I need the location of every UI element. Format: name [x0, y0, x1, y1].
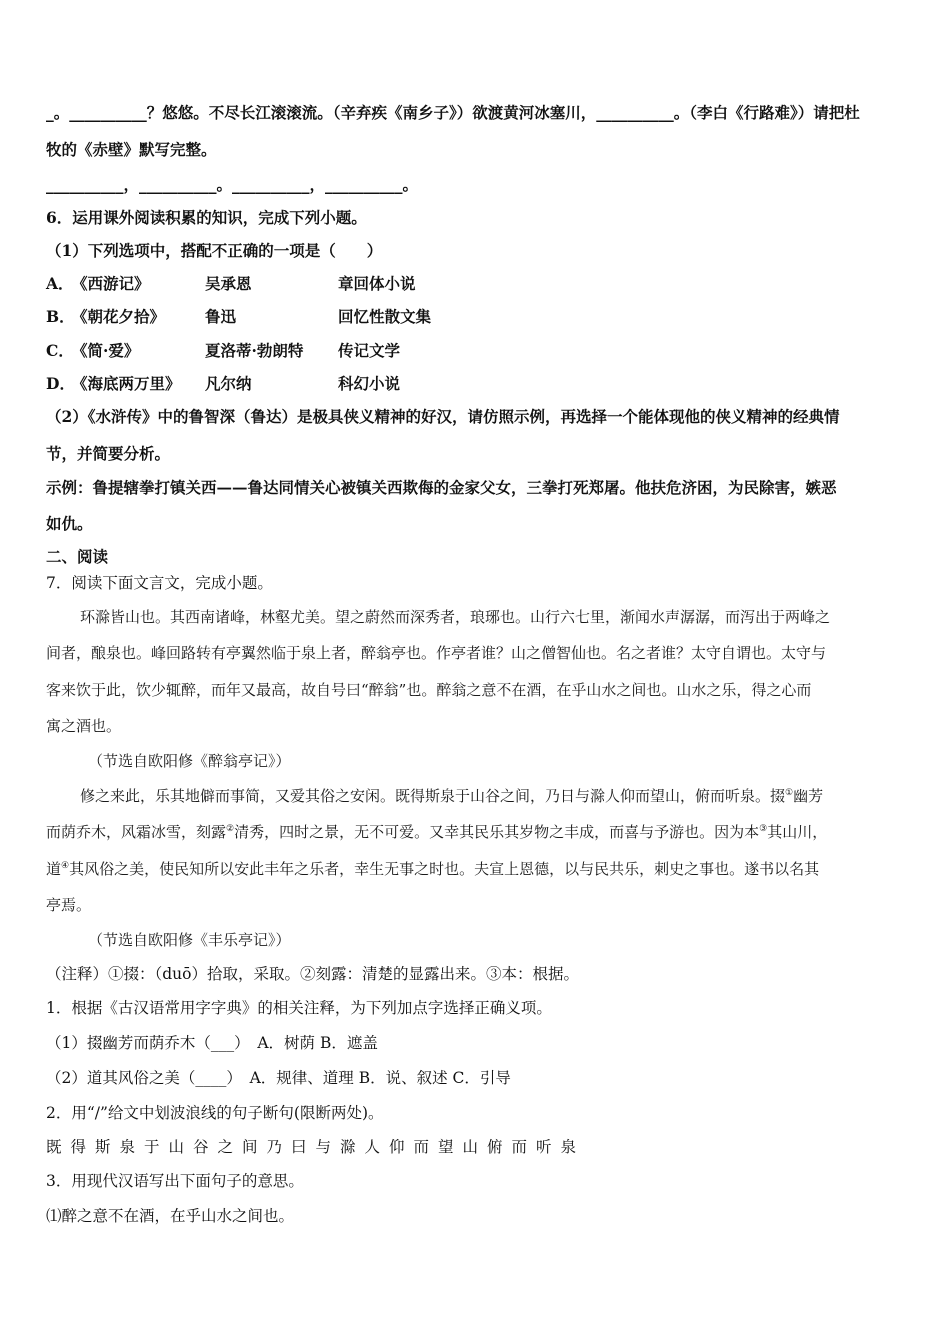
passage2-line [46, 822, 827, 842]
footnote-marker: ① [785, 788, 794, 798]
option-letter: C． [46, 341, 74, 360]
q5-answer-blanks: __________，__________。__________，__________。 [46, 175, 419, 194]
passage2-source: （节选自欧阳修《丰乐亭记》） [88, 931, 291, 949]
passage2-text: 道 [46, 860, 62, 878]
q7-title: 7．阅读下面文言文，完成小题。 [46, 574, 273, 592]
footnote-marker: ③ [759, 824, 768, 834]
q5-line-1: _。__________？悠悠。不尽长江滚滚流。（辛弃疾《南乡子》）欲渡黄河冰塞川，__________。（李白《行路难》）请把杜 [46, 103, 860, 122]
q7-sub1-item1: （1）掇幽芳而荫乔木（___） A．树荫 B．遮盖 [46, 1034, 378, 1052]
option-letter: A． [46, 274, 74, 293]
passage2-line [46, 859, 819, 879]
q7-sub3: 3．用现代汉语写出下面句子的意思。 [46, 1172, 304, 1190]
q7-punctuation-sentence: 既得斯泉于山谷之间乃曰与滁人仰而望山俯而听泉 [46, 1138, 586, 1156]
passage1-line: 客来饮于此，饮少辄醉，而年又最高，故自号曰“醉翁”也。醉翁之意不在酒，在乎山水之间也。山水之乐，得之心而 [46, 681, 812, 699]
passage2-text: 修之来此，乐其地僻而事简，又爱其俗之安闲。既得斯泉于山谷之间，乃日与滁人仰而望山，俯而听泉。掇 [80, 787, 786, 805]
option-book: 《海底两万里》 [72, 374, 181, 393]
q6-sub2-line-1: （2）《水浒传》中的鲁智深（鲁达）是极具侠义精神的好汉，请仿照示例，再选择一个能体现他的侠义精神的经典情 [46, 407, 840, 426]
q6-title: 6．运用课外阅读积累的知识，完成下列小题。 [46, 208, 367, 227]
q6-sub1: （1）下列选项中，搭配不正确的一项是（ ） [46, 241, 383, 260]
footnote-marker: ② [226, 824, 235, 834]
option-author: 吴承恩 [205, 274, 252, 293]
option-book: 《西游记》 [72, 274, 150, 293]
option-genre: 科幻小说 [338, 374, 401, 393]
passage1-line: 寓之酒也。 [46, 717, 122, 735]
q6-sub2-line-2: 节，并简要分析。 [46, 444, 171, 463]
option-author: 鲁迅 [205, 307, 237, 326]
annotation-notes: （注释）①掇：（duō）拾取，采取。②刻露：清楚的显露出来。③本：根据。 [46, 965, 579, 983]
option-genre: 传记文学 [338, 341, 401, 360]
passage2-line: 亭焉。 [46, 896, 92, 914]
passage1-line: 环滁皆山也。其西南诸峰，林壑尤美。望之蔚然而深秀者，琅琊也。山行六七里，渐闻水声潺潺，而泻出于两峰之 [80, 608, 831, 626]
q7-sub1-item2: （2）道其风俗之美（____） A．规律、道理 B．说、叙述 C．引导 [46, 1069, 511, 1087]
q7-sub2: 2．用“/”给文中划波浪线的句子断句(限断两处)。 [46, 1104, 384, 1122]
passage2-text: 幽芳 [793, 787, 824, 805]
option-genre: 章回体小说 [338, 274, 416, 293]
footnote-marker: ④ [61, 861, 70, 871]
option-author: 凡尔纳 [205, 374, 252, 393]
passage2-text: 其山川， [767, 823, 828, 841]
option-genre: 回忆性散文集 [338, 307, 432, 326]
passage2-text: 而荫乔木，风霜冰雪，刻露 [46, 823, 227, 841]
q7-sub1: 1．根据《古汉语常用字字典》的相关注释，为下列加点字选择正确义项。 [46, 999, 552, 1017]
option-letter: B． [46, 307, 75, 326]
option-book: 《朝花夕拾》 [72, 307, 166, 326]
q6-example-line-1: 示例：鲁提辖拳打镇关西——鲁达同情关心被镇关西欺侮的金家父女，三拳打死郑屠。他扶危济困，为民除害，嫉恶 [46, 478, 837, 497]
passage2-text: 其风俗之美，使民知所以安此丰年之乐者，幸生无事之时也。夫宣上恩德，以与民共乐，刺史之事也。遂书以名其 [69, 860, 820, 878]
section-title: 二、阅读 [46, 547, 109, 566]
option-author: 夏洛蒂·勃朗特 [205, 341, 304, 360]
q5-line-2: 牧的《赤壁》默写完整。 [46, 140, 217, 159]
passage2-text: 清秀，四时之景，无不可爱。又幸其民乐其岁物之丰成，而喜与予游也。因为本 [234, 823, 760, 841]
option-letter: D． [46, 374, 75, 393]
q6-example-line-2: 如仇。 [46, 514, 93, 533]
q7-sub3-item1: ⑴醉之意不在酒，在乎山水之间也。 [46, 1207, 295, 1225]
passage1-line: 间者，酿泉也。峰回路转有亭翼然临于泉上者，醉翁亭也。作亭者谁？山之僧智仙也。名之者谁？太守自谓也。太守与 [46, 644, 827, 662]
option-book: 《简·爱》 [72, 341, 140, 360]
passage2-line [80, 786, 823, 806]
passage1-source: （节选自欧阳修《醉翁亭记》） [88, 752, 291, 770]
